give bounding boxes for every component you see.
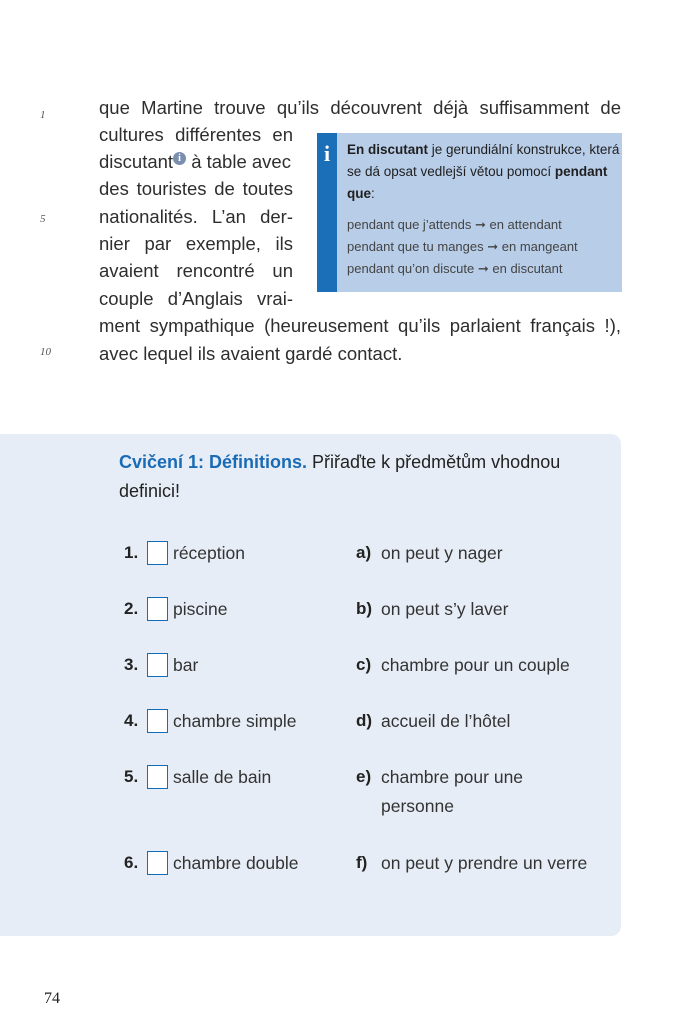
paragraph-line: que Martine trouve qu’ils découvrent déjà suffisamment de	[99, 97, 621, 118]
answer-box[interactable]	[147, 709, 168, 733]
paragraph-word: discutant	[99, 151, 174, 172]
item-number: 1.	[124, 543, 139, 562]
item-number: 6.	[124, 853, 139, 872]
grammar-info-box	[317, 133, 622, 292]
definition-text: chambre pour un couple	[381, 655, 570, 675]
arrow-icon: ➞	[487, 239, 499, 254]
info-bold-term: pendant que	[347, 164, 608, 201]
exercise-instruction: Přiřaďte k předmětům vhodnou definici!	[119, 452, 561, 501]
arrow-icon: ➞	[474, 217, 486, 232]
answer-box[interactable]	[147, 765, 168, 789]
info-example	[347, 217, 562, 233]
paragraph-line: nationalités. L’an der-	[99, 206, 293, 227]
item-number: 2.	[124, 599, 139, 618]
item-term: bar	[173, 655, 199, 675]
paragraph-line	[99, 148, 291, 175]
exercise-title	[119, 448, 599, 506]
info-example	[347, 261, 562, 277]
paragraph-line: avaient rencontré un	[99, 260, 293, 281]
answer-box[interactable]	[147, 541, 168, 565]
item-number: 3.	[124, 655, 139, 674]
line-number: 10	[40, 346, 51, 358]
paragraph-line: des touristes de toutes	[99, 178, 293, 199]
exercise-heading: Cvičení 1: Définitions.	[119, 452, 308, 472]
paragraph-line: couple d’Anglais vrai-	[99, 288, 293, 309]
answer-box[interactable]	[147, 653, 168, 677]
definition-letter: a)	[356, 543, 372, 562]
info-icon: i	[323, 141, 331, 166]
example-right: en attendant	[489, 217, 562, 232]
example-right: en mangeant	[501, 239, 578, 254]
item-term: réception	[173, 543, 245, 563]
definition-text: chambre pour une personne	[381, 767, 524, 816]
definition-text: on peut s’y laver	[381, 599, 509, 619]
example-left: pendant qu’on discute	[347, 261, 475, 276]
info-marker-icon: i	[173, 152, 186, 165]
example-right: en discutant	[492, 261, 563, 276]
definition-letter: c)	[356, 655, 372, 674]
paragraph-line: avec lequel ils avaient gardé contact.	[99, 343, 403, 364]
definition-letter: e)	[356, 767, 372, 786]
item-term: piscine	[173, 599, 228, 619]
definition-letter: f)	[356, 853, 368, 872]
example-left: pendant que tu manges	[347, 239, 484, 254]
item-number: 5.	[124, 767, 139, 786]
arrow-icon: ➞	[477, 261, 489, 276]
info-bold-term: En discutant	[347, 142, 429, 157]
definition-letter: d)	[356, 711, 373, 730]
info-text: je gerundiální konstrukce, která se dá opsat vedlejší větou pomocí	[347, 142, 620, 179]
item-term: salle de bain	[173, 767, 272, 787]
answer-box[interactable]	[147, 851, 168, 875]
line-number: 5	[40, 213, 46, 225]
answer-box[interactable]	[147, 597, 168, 621]
definition-text: accueil de l’hôtel	[381, 711, 511, 731]
paragraph-word: à table avec	[191, 151, 291, 172]
paragraph-line: cultures différentes en	[99, 124, 293, 145]
item-term: chambre simple	[173, 711, 297, 731]
definition-letter: b)	[356, 599, 373, 618]
info-intro	[347, 139, 632, 205]
item-term: chambre double	[173, 853, 299, 873]
paragraph-line: nier par exemple, ils	[99, 233, 293, 254]
definition-text: on peut y nager	[381, 543, 503, 563]
paragraph-line: ment sympathique (heureusement qu’ils parlaient français !),	[99, 315, 621, 336]
item-number: 4.	[124, 711, 139, 730]
page-number: 74	[44, 990, 60, 1007]
info-example	[347, 239, 578, 255]
info-text: :	[371, 186, 375, 201]
example-left: pendant que j’attends	[347, 217, 472, 232]
definition-text: on peut y prendre un verre	[381, 853, 588, 873]
line-number: 1	[40, 109, 46, 121]
